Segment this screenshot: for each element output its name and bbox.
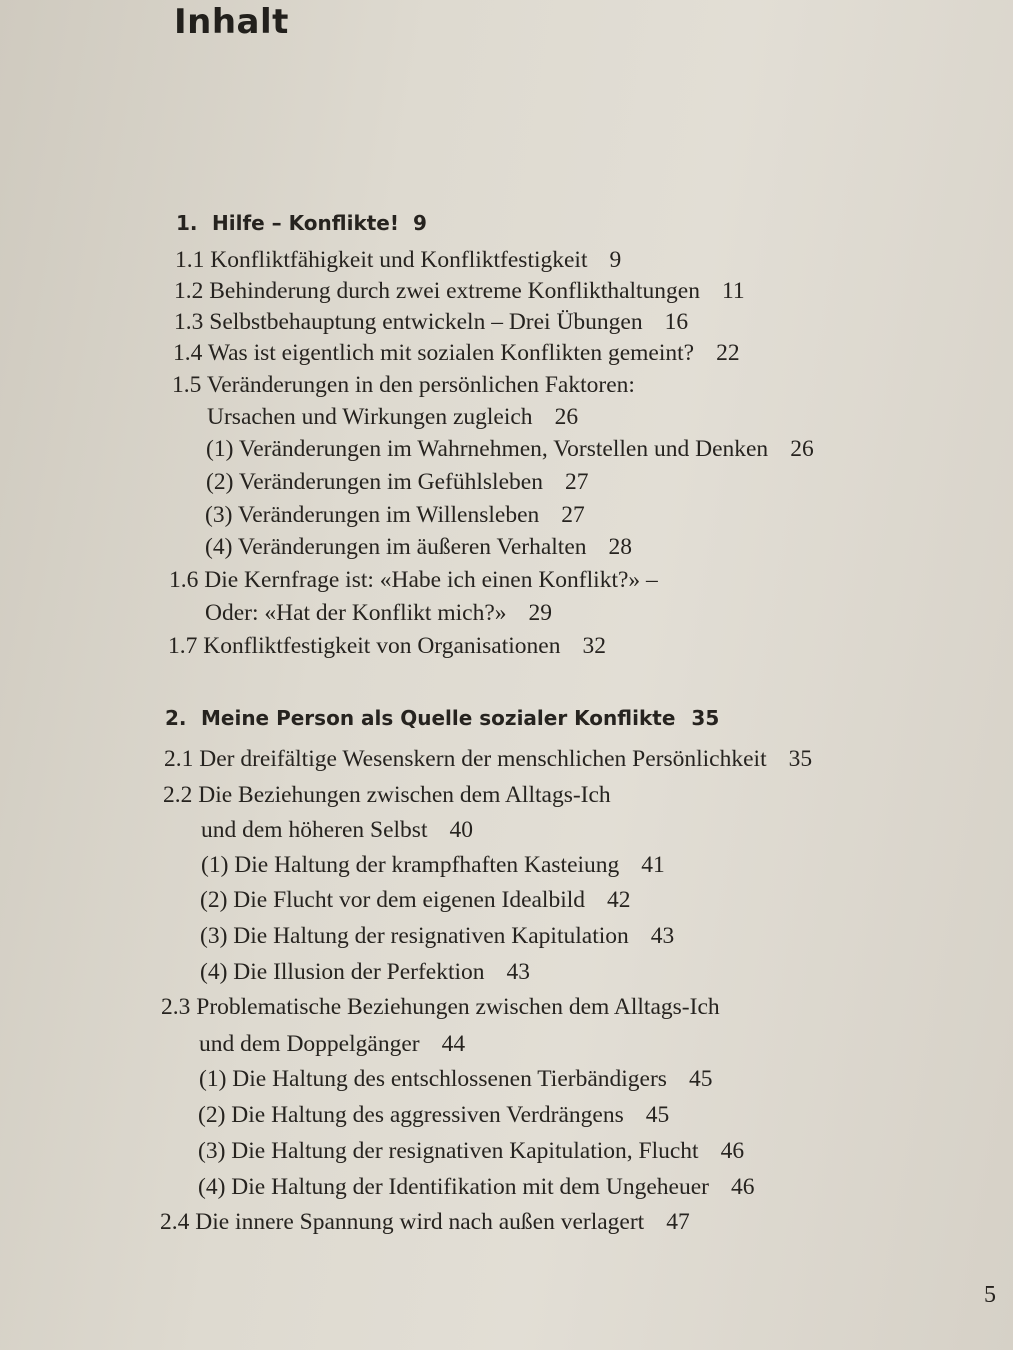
- entry-text: 1.5 Veränderungen in den persönlichen Faktoren:: [172, 372, 635, 398]
- entry-text: (4) Veränderungen im äußeren Verhalten: [205, 534, 587, 560]
- entry-page: 35: [788, 746, 813, 772]
- toc-entry: [160, 1209, 690, 1236]
- entry-page: 32: [582, 633, 606, 659]
- entry-text: und dem Doppelgänger: [199, 1031, 420, 1057]
- entry-text: (1) Veränderungen im Wahrnehmen, Vorstellen und Denken: [206, 436, 769, 462]
- entry-text: (4) Die Illusion der Perfektion: [200, 959, 485, 985]
- entry-text: 1.2 Behinderung durch zwei extreme Konflikthaltungen: [174, 278, 700, 304]
- chapter-heading: [176, 211, 427, 235]
- entry-page: 46: [720, 1138, 745, 1164]
- entry-page: 43: [650, 923, 675, 949]
- toc-entry-continuation: [201, 817, 473, 844]
- entry-text: (1) Die Haltung des entschlossenen Tierbändigers: [199, 1066, 667, 1092]
- page-title: Inhalt: [174, 2, 289, 42]
- entry-page: 44: [441, 1031, 466, 1057]
- entry-page: 41: [641, 852, 665, 878]
- toc-subentry: [198, 1138, 744, 1165]
- entry-text: (3) Die Haltung der resignativen Kapitulation: [200, 923, 629, 949]
- toc-subentry: [205, 502, 585, 529]
- entry-page: 40: [449, 817, 473, 843]
- entry-text: 2.2 Die Beziehungen zwischen dem Alltags-Ich: [163, 782, 611, 808]
- entry-text: (3) Veränderungen im Willensleben: [205, 502, 540, 528]
- toc-entry: [161, 994, 720, 1021]
- toc-subentry: [200, 923, 674, 950]
- entry-page: 46: [730, 1174, 755, 1200]
- entry-page: 27: [561, 502, 585, 528]
- chapter-page: 35: [691, 706, 720, 730]
- entry-page: 16: [664, 309, 689, 335]
- entry-text: 1.4 Was ist eigentlich mit sozialen Konflikten gemeint?: [173, 340, 695, 366]
- toc-subentry: [199, 1066, 712, 1093]
- toc-entry: [173, 340, 740, 367]
- entry-text: 1.3 Selbstbehauptung entwickeln – Drei Übungen: [174, 309, 643, 335]
- entry-page: 45: [645, 1102, 670, 1128]
- entry-text: Oder: «Hat der Konflikt mich?»: [205, 600, 507, 626]
- toc-entry: [168, 633, 606, 660]
- toc-subentry: [198, 1174, 754, 1201]
- chapter-number: 2.: [165, 706, 187, 730]
- toc-subentry: [200, 959, 530, 986]
- toc-entry-continuation: [199, 1031, 465, 1058]
- entry-page: 45: [688, 1066, 713, 1092]
- toc-subentry: [205, 534, 632, 561]
- entry-text: 2.1 Der dreifältige Wesenskern der menschlichen Persönlichkeit: [164, 746, 767, 772]
- chapter-page: 9: [413, 211, 427, 235]
- toc-entry: [172, 372, 635, 399]
- entry-text: (2) Veränderungen im Gefühlsleben: [206, 469, 543, 495]
- chapter-title: Hilfe – Konflikte!: [212, 211, 399, 235]
- entry-text: (3) Die Haltung der resignativen Kapitulation, Flucht: [198, 1138, 699, 1164]
- entry-page: 26: [554, 404, 579, 430]
- entry-page: 22: [716, 340, 740, 366]
- entry-text: (4) Die Haltung der Identifikation mit dem Ungeheuer: [198, 1174, 709, 1200]
- entry-text: 2.3 Problematische Beziehungen zwischen dem Alltags-Ich: [161, 994, 720, 1020]
- entry-text: 2.4 Die innere Spannung wird nach außen verlagert: [160, 1209, 645, 1235]
- entry-page: 28: [608, 534, 633, 560]
- toc-entry-continuation: [205, 600, 552, 627]
- entry-text: (2) Die Haltung des aggressiven Verdrängens: [198, 1102, 624, 1128]
- toc-entry-continuation: [207, 404, 578, 431]
- toc-subentry: [200, 887, 631, 914]
- entry-page: 27: [564, 469, 589, 495]
- entry-text: (2) Die Flucht vor dem eigenen Idealbild: [200, 887, 586, 913]
- entry-page: 11: [722, 278, 745, 304]
- toc-entry: [164, 746, 812, 773]
- entry-text: 1.7 Konfliktfestigkeit von Organisationen: [168, 633, 561, 659]
- entry-page: 43: [506, 959, 531, 985]
- entry-page: 9: [609, 247, 622, 273]
- chapter-heading: [165, 706, 719, 730]
- entry-text: 1.6 Die Kernfrage ist: «Habe ich einen Konflikt?» –: [169, 567, 658, 593]
- entry-text: Ursachen und Wirkungen zugleich: [207, 404, 533, 430]
- toc-entry: [174, 278, 745, 305]
- toc-entry: [174, 309, 688, 336]
- page-number: 5: [984, 1282, 996, 1308]
- toc-entry: [169, 567, 658, 594]
- toc-subentry: [201, 852, 665, 879]
- entry-page: 26: [790, 436, 814, 462]
- entry-text: (1) Die Haltung der krampfhaften Kasteiung: [201, 852, 620, 878]
- chapter-number: 1.: [176, 211, 198, 235]
- entry-text: und dem höheren Selbst: [201, 817, 428, 843]
- toc-entry: [163, 782, 611, 809]
- toc-subentry: [206, 436, 814, 463]
- entry-page: 42: [607, 887, 631, 913]
- entry-text: 1.1 Konfliktfähigkeit und Konfliktfestigkeit: [175, 247, 588, 273]
- toc-subentry: [198, 1102, 669, 1129]
- entry-page: 47: [666, 1209, 690, 1235]
- toc-subentry: [206, 469, 588, 496]
- toc-entry: [175, 247, 621, 274]
- entry-page: 29: [528, 600, 552, 626]
- chapter-title: Meine Person als Quelle sozialer Konflikte: [201, 706, 676, 730]
